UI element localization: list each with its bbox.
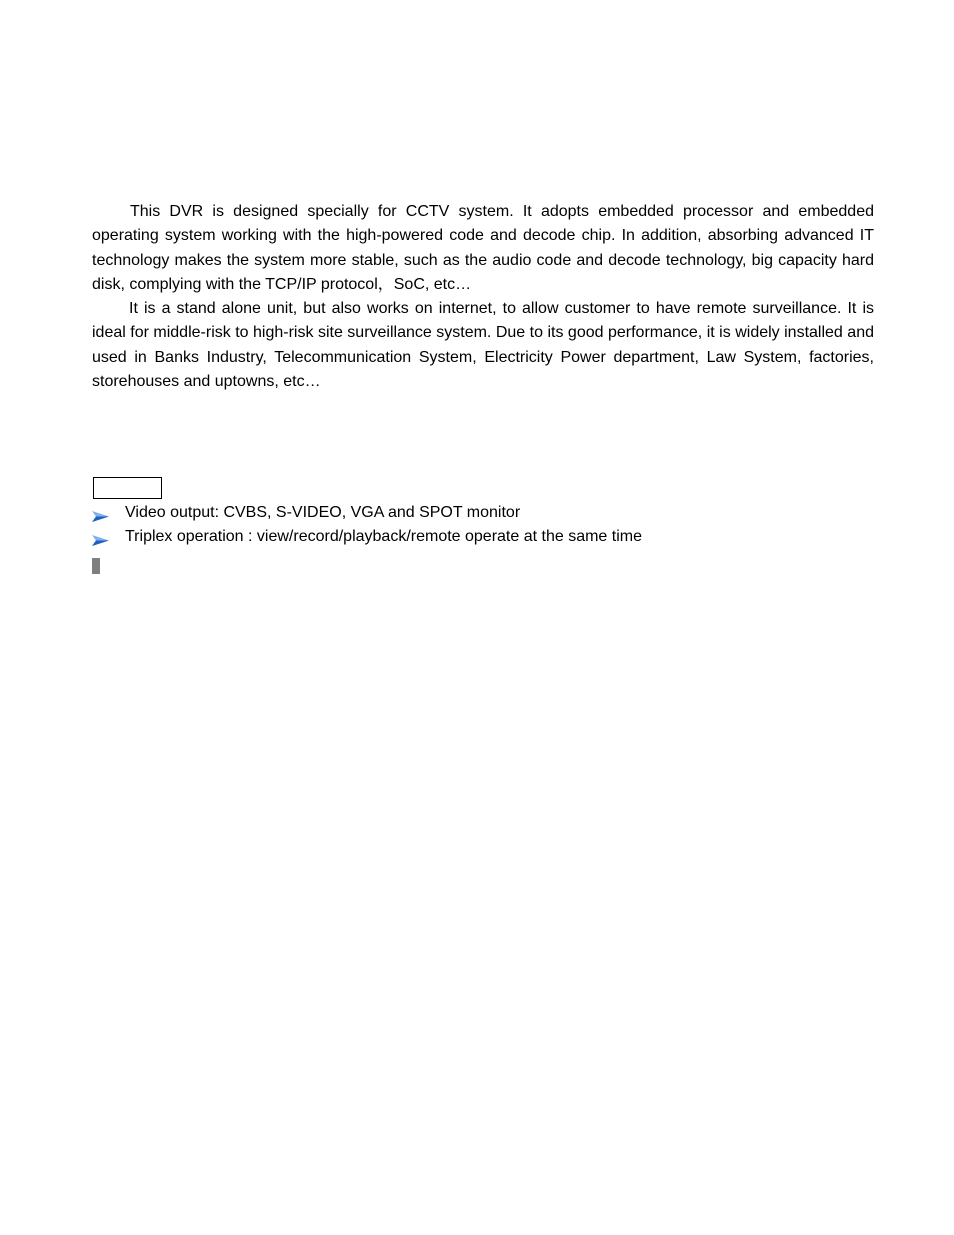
arrow-bullet-icon	[92, 531, 109, 544]
empty-heading-box	[93, 477, 162, 499]
list-item-text: Triplex operation : view/record/playback/remote operate at the same time	[125, 528, 642, 545]
feature-list	[92, 501, 872, 549]
usage-paragraph: It is a stand alone unit, but also works on internet, to allow customer to have remote surveillance. It is ideal for middle-risk to high-risk site surveillance system. Due to its good performance, it is widely installed and used in Banks Industry, Telecommunication System, Electricity Power department, Law System, factories, storehouses and uptowns, etc…	[92, 300, 874, 390]
list-item-text: Video output: CVBS, S-VIDEO, VGA and SPOT monitor	[125, 504, 521, 521]
list-item	[92, 501, 872, 525]
arrow-bullet-icon	[92, 507, 109, 520]
list-item	[92, 525, 872, 549]
intro-paragraph: This DVR is designed specially for CCTV system. It adopts embedded processor and embedded operating system working with the high-powered code and decode chip. In addition, absorbing advanced IT technology makes the system more stable, such as the audio code and decode technology, big capacity hard disk, complying with the TCP/IP protocol，SoC, etc…	[92, 203, 874, 293]
text-cursor-marker	[92, 558, 100, 574]
